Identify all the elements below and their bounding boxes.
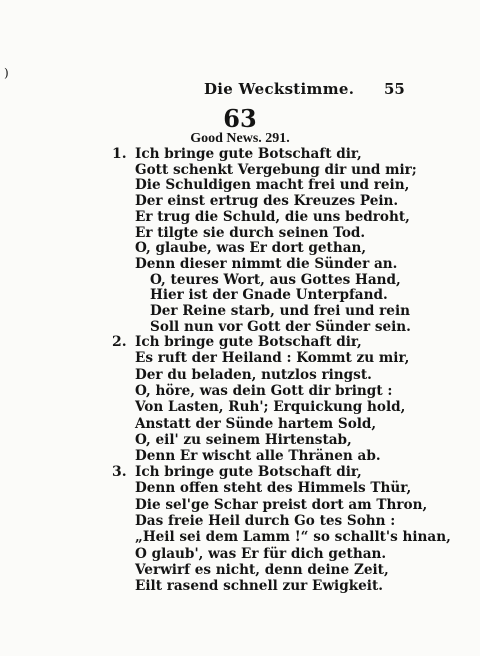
verse-line: Es ruft der Heiland : Kommt zu mir, (135, 350, 410, 367)
verse-line: O, höre, was dein Gott dir bringt : (135, 382, 393, 399)
verse-line: Hier ist der Gnade Unterpfand. (150, 287, 388, 304)
margin-mark: ) (4, 66, 9, 80)
verse-line: Anstatt der Sünde hartem Sold, (135, 415, 377, 432)
verse-line: O glaub', was Er für dich gethan. (135, 545, 387, 562)
verse-line: Eilt rasend schnell zur Ewigkeit. (135, 578, 383, 595)
verse-line: Die Schuldigen macht frei und rein, (135, 177, 410, 194)
verse-line: O, eil' zu seinem Hirtenstab, (135, 431, 352, 448)
verse-number: 1. (112, 146, 127, 162)
verse-line: Denn dieser nimmt die Sünder an. (135, 255, 398, 272)
hymn-number: 63 (223, 104, 257, 133)
verse-line: Denn Er wischt alle Thränen ab. (135, 448, 381, 465)
page-number: 55 (384, 80, 405, 98)
verse-line: Ich bringe gute Botschaft dir, (135, 334, 362, 350)
verse-line: Er tilgte sie durch seinen Tod. (135, 224, 366, 241)
verse-line: O, glaube, was Er dort gethan, (135, 240, 367, 257)
verse-line: „Heil sei dem Lamm !“ so schallt's hinan, (135, 529, 451, 546)
verse-line: Verwirf es nicht, denn deine Zeit, (135, 561, 389, 578)
verse-line: Das freie Heil durch Go tes Sohn : (135, 512, 396, 529)
verse-line: O, teures Wort, aus Gottes Hand, (150, 271, 401, 288)
tune-reference: Good News. 291. (190, 131, 290, 146)
verse-line: Er trug die Schuld, die uns bedroht, (135, 208, 410, 225)
verse-line: Der du beladen, nutzlos ringst. (135, 366, 372, 383)
verse-line: Soll nun vor Gott der Sünder sein. (150, 318, 411, 335)
verse-line: Gott schenkt Vergebung dir und mir; (135, 161, 417, 178)
verse-number: 3. (112, 464, 127, 480)
verse-number: 2. (112, 334, 127, 350)
verse-line: Von Lasten, Ruh'; Erquickung hold, (135, 399, 406, 416)
verse-line: Die sel'ge Schar preist dort am Thron, (135, 496, 428, 513)
verse-line: Der Reine starb, und frei und rein (150, 303, 411, 319)
verse-line: Ich bringe gute Botschaft dir, (135, 464, 362, 480)
verse-line: Ich bringe gute Botschaft dir, (135, 146, 362, 162)
verse-line: Der einst ertrug des Kreuzes Pein. (135, 193, 399, 210)
verse-line: Denn offen steht des Himmels Thür, (135, 480, 412, 497)
running-head: Die Weckstimme. (204, 80, 355, 98)
